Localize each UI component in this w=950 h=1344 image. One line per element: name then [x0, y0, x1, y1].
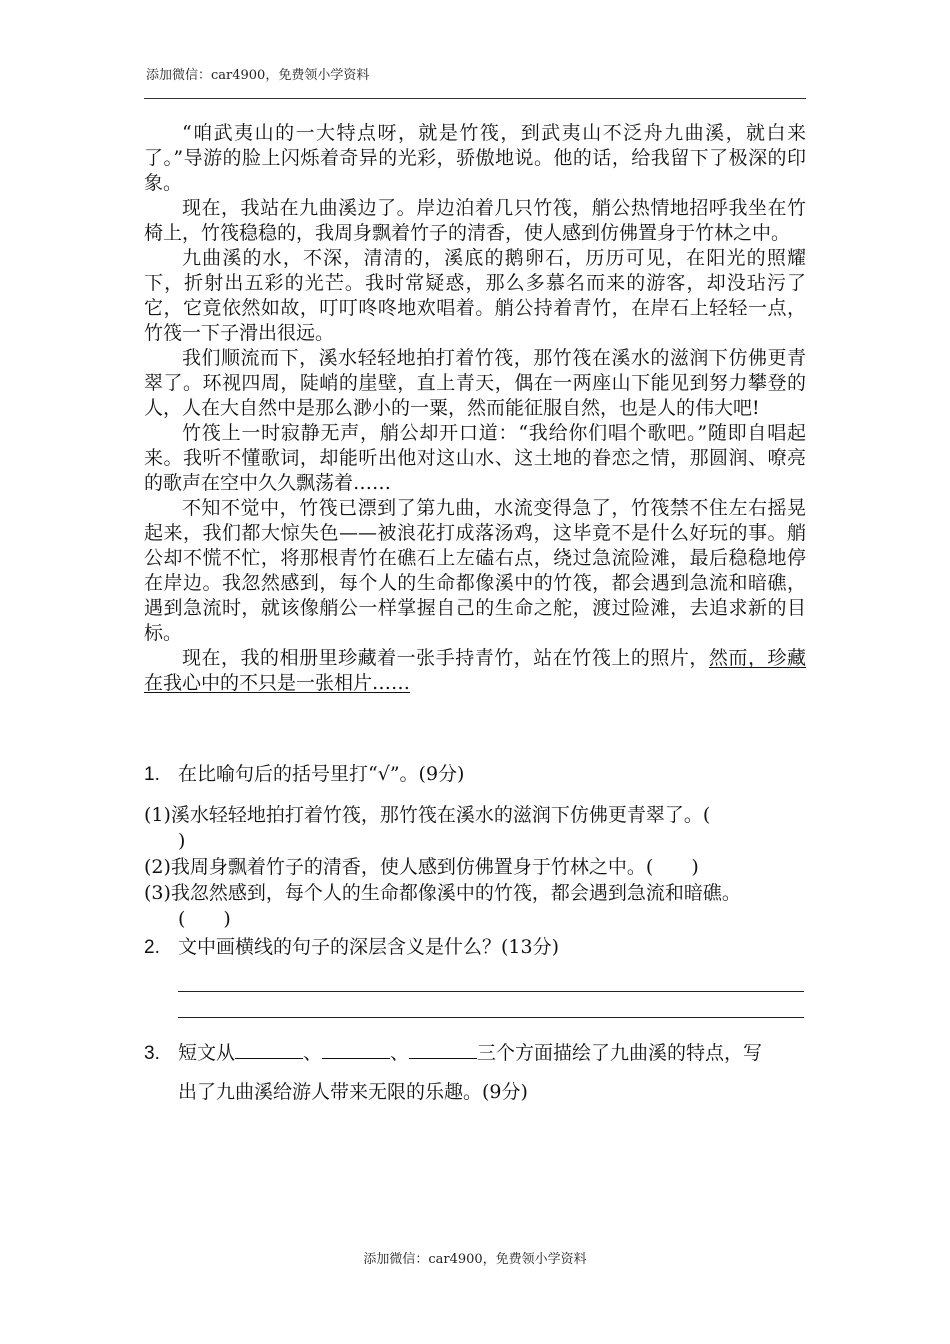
- question-3-text-end: 三个方面描绘了九曲溪的特点，写: [477, 1042, 763, 1064]
- fill-blank-1[interactable]: [235, 1040, 303, 1059]
- question-1-title: 在比喻句后的括号里打“√”。(9分): [178, 763, 465, 785]
- separator-1: 、: [303, 1042, 323, 1064]
- question-3: [144, 1034, 820, 1111]
- question-1-item-2: (2)我周身飘着竹子的清香，使人感到仿佛置身于竹林之中。( ): [144, 856, 699, 878]
- page-header: 添加微信：car4900，免费领小学资料: [146, 68, 370, 83]
- question-1: [144, 761, 820, 932]
- question-1-number: 1.: [144, 764, 160, 785]
- fill-blank-3[interactable]: [409, 1040, 477, 1059]
- question-3-line-2: 出了九曲溪给游人带来无限的乐趣。(9分): [178, 1081, 528, 1103]
- passage-paragraph-5: 竹筏上一时寂静无声，艄公却开口道：“我给你们唱个歌吧。”随即自唱起来。我听不懂歌词，却能听出他对这山水、这土地的眷恋之情，那圆润、嘹亮的歌声在空中久久飘荡着……: [144, 422, 806, 494]
- underlined-sentence: 然而，珍藏在我心中的不只是一张相片……: [144, 647, 806, 694]
- item-3-bracket: ( ): [178, 908, 231, 930]
- item-3-text: (3)我忽然感到，每个人的生命都像溪中的竹筏，都会遇到急流和暗礁。: [144, 882, 741, 904]
- paragraph-7-text: 现在，我的相册里珍藏着一张手持青竹，站在竹筏上的照片，: [182, 647, 709, 669]
- separator-2: 、: [390, 1042, 410, 1064]
- question-1-item-3: [144, 880, 820, 932]
- header-divider: [144, 98, 806, 99]
- passage-paragraph-3: 九曲溪的水，不深，清清的，溪底的鹅卵石，历历可见，在阳光的照耀下，折射出五彩的光芒。我时常疑惑，那么多慕名而来的游客，却没玷污了它，它竟依然如故，叮叮咚咚地欢唱着。艄公持着青竹，在岸石上轻轻一点，竹筏一下子滑出很远。: [144, 247, 806, 344]
- passage-paragraph-4: 我们顺流而下，溪水轻轻地拍打着竹筏，那竹筏在溪水的滋润下仿佛更青翠了。环视四周，陡峭的崖壁，直上青天，偶在一两座山下能见到努力攀登的人，人在大自然中是那么渺小的一粟，然而能征服自然，也是人的伟大吧!: [144, 347, 806, 419]
- item-1-text: (1)溪水轻轻地拍打着竹筏，那竹筏在溪水的滋润下仿佛更青翠了。(: [144, 804, 711, 826]
- passage-paragraph-7: [144, 646, 806, 696]
- page-footer: 添加微信：car4900，免费领小学资料: [363, 1252, 587, 1267]
- fill-blank-2[interactable]: [322, 1040, 390, 1059]
- passage-paragraph-2: 现在，我站在九曲溪边了。岸边泊着几只竹筏，艄公热情地招呼我坐在竹椅上，竹筏稳稳的，我周身飘着竹子的清香，使人感到仿佛置身于竹林之中。: [144, 197, 806, 244]
- question-3-text-start: 短文从: [178, 1042, 236, 1064]
- reading-passage: [144, 121, 806, 696]
- question-2-number: 2.: [144, 937, 160, 958]
- question-2-title: 文中画横线的句子的深层含义是什么？(13分): [178, 936, 560, 958]
- question-3-number: 3.: [144, 1043, 160, 1064]
- passage-paragraph-6: 不知不觉中，竹筏已漂到了第九曲，水流变得急了，竹筏禁不住左右摇晃起来，我们都大惊失色——被浪花打成落汤鸡，这毕竟不是什么好玩的事。艄公却不慌不忙，将那根青竹在礁石上左磕右点，绕过急流险滩，最后稳稳地停在岸边。我忽然感到，每个人的生命都像溪中的竹筏，都会遇到急流和暗礁，遇到急流时，就该像艄公一样掌握自己的生命之舵，渡过险滩，去追求新的目标。: [144, 497, 806, 644]
- answer-line-2[interactable]: [178, 1017, 804, 1018]
- question-2: [144, 934, 820, 961]
- passage-paragraph-1: “咱武夷山的一大特点呀，就是竹筏，到武夷山不泛舟九曲溪，就白来了。”导游的脸上闪烁着奇异的光彩，骄傲地说。他的话，给我留下了极深的印象。: [144, 122, 806, 194]
- question-1-item-1: [144, 802, 820, 854]
- answer-line-1[interactable]: [178, 991, 804, 992]
- item-1-bracket: ): [178, 830, 186, 852]
